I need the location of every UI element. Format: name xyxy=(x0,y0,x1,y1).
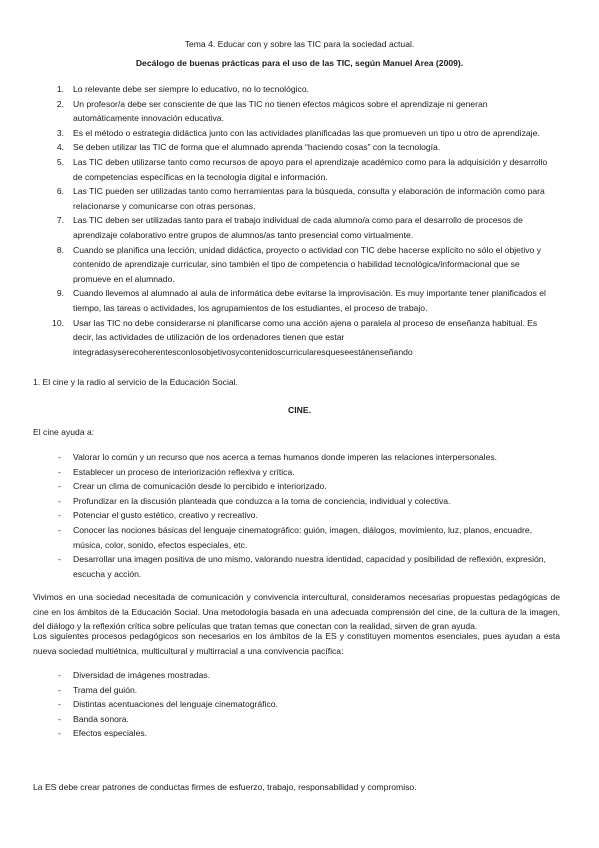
list-item-text: Diversidad de imágenes mostradas. xyxy=(73,670,211,680)
decalogo-item xyxy=(40,213,550,242)
decalogo-item xyxy=(40,97,550,126)
cine-intro: El cine ayuda a: xyxy=(33,427,95,437)
item-number: 5. xyxy=(56,156,64,167)
decalogo-item xyxy=(40,184,550,213)
paragraph: Vivimos en una sociedad necesitada de comunicación y convivencia intercultural, consideramos necesarias propuestas pedagógicas de cine en los ámbitos de la Educación Social. Una metodología basada en una adecuada comprensión del cine, de la cultura de la imagen, del diálogo y la reflexión crítica sobre películas que tratan temas que conectan con la realidad, sirven de gran ayuda. xyxy=(33,592,560,632)
dash-bullet: - xyxy=(58,554,61,565)
list-item xyxy=(58,697,548,712)
decalogo-item xyxy=(40,155,550,184)
item-number: 1. xyxy=(56,84,64,94)
cine-benefits-list xyxy=(58,450,548,581)
decalogo-item xyxy=(40,286,550,315)
list-item xyxy=(58,726,548,741)
item-number: 7. xyxy=(56,215,64,226)
list-item-text: Distintas acentuaciones del lenguaje cinematográfico. xyxy=(73,699,278,710)
item-text: Lo relevante debe ser siempre lo educativo, no lo tecnológico. xyxy=(73,84,309,94)
item-text: Usar las TIC no debe considerarse ni planificarse como una acción ajena o paralela al proceso de enseñanza habitual. Es decir, las actividades de utilización de los ordenadores tienen que estar integradasyserecoherentesconlosobjetivosycontenidoscurricularesqueseestánenseñando xyxy=(73,317,538,357)
dash-bullet: - xyxy=(58,452,61,462)
list-item xyxy=(58,668,548,683)
dash-bullet: - xyxy=(58,466,61,477)
dash-bullet: - xyxy=(58,524,61,535)
item-text: Las TIC deben ser utilizadas tanto para el trabajo individual de cada alumno/a como para el desarrollo de procesos de aprendizaje colaborativo entre grupos de alumnos/as tanto presencial como virtualmente. xyxy=(73,215,523,240)
decalogo-item xyxy=(40,140,550,155)
list-item-text: Conocer las nociones básicas del lenguaje cinematográfico: guión, imagen, diálogos, movimiento, luz, planos, encuadre, música, color, sonido, efectos especiales, etc. xyxy=(73,524,533,550)
list-item xyxy=(58,712,548,727)
dash-bullet: - xyxy=(58,495,61,506)
list-item-text: Establecer un proceso de interiorización reflexiva y crítica. xyxy=(73,466,295,477)
decalogo-list xyxy=(40,82,550,359)
item-number: 10. xyxy=(52,317,64,328)
item-text: Cuando se planifica una lección, unidad didáctica, proyecto o actividad con TIC debe hacerse explícito no sólo el objetivo y contenido de aprendizaje curricular, sino también el tipo de competencia o habilidad tecnológica/informacional que se promueve en el alumnado. xyxy=(73,244,542,284)
decalogo-item xyxy=(40,82,550,97)
dash-bullet: - xyxy=(58,699,61,710)
item-text: Un profesor/a debe ser consciente de que las TIC no tienen efectos mágicos sobre el aprendizaje ni generan automáticamente innovación educativa. xyxy=(73,98,488,124)
item-number: 9. xyxy=(56,288,64,299)
item-text: Se deben utilizar las TIC de forma que el alumnado aprenda “haciendo cosas” con la tecnología. xyxy=(73,142,441,153)
list-item xyxy=(58,450,548,465)
paragraph: Los siguientes procesos pedagógicos son necesarios en los ámbitos de la ES y constituyen momentos esenciales, pues ayudan a esta nueva sociedad multiétnica, multicultural y multirracial a una convivencia pacífica: xyxy=(33,631,560,656)
process-list xyxy=(58,668,548,741)
section-heading: 1. El cine y la radio al servicio de la Educación Social. xyxy=(33,377,238,387)
item-number: 8. xyxy=(56,244,64,255)
list-item-text: Desarrollar una imagen positiva de uno mismo, valorando nuestra identidad, capacidad y posibilidad de reflexión, expresión, escucha y acción. xyxy=(73,554,546,579)
dash-bullet: - xyxy=(58,728,61,739)
item-text: Las TIC pueden ser utilizadas tanto como herramientas para la búsqueda, consulta y elaboración de información como para relacionarse y comunicarse con otras personas. xyxy=(73,186,545,211)
list-item-text: Valorar lo común y un recurso que nos acerca a temas humanos donde imperen las relaciones interpersonales. xyxy=(73,452,498,462)
list-item xyxy=(58,465,548,480)
list-item xyxy=(58,508,548,523)
item-text: Es el método o estrategia didáctica junto con las actividades planificadas las que promueven un tipo u otro de aprendizaje. xyxy=(73,127,540,138)
item-number: 3. xyxy=(56,127,64,138)
paragraph: La ES debe crear patrones de conductas firmes de esfuerzo, trabajo, responsabilidad y compromiso. xyxy=(33,782,417,792)
list-item-text: Banda sonora. xyxy=(73,713,129,724)
dash-bullet: - xyxy=(58,684,61,695)
document-title: Tema 4. Educar con y sobre las TIC para la sociedad actual. xyxy=(184,39,415,49)
cine-heading: CINE. xyxy=(288,405,311,415)
decalogo-item xyxy=(40,243,550,287)
item-number: 2. xyxy=(56,98,64,109)
item-number: 6. xyxy=(56,186,64,197)
list-item-text: Trama del guión. xyxy=(73,684,138,695)
list-item xyxy=(58,552,548,581)
item-text: Cuando llevemos al alumnado al aula de informática debe evitarse la improvisación. Es muy importante tener planificados el tiempo, las tareas o actividades, los agrupamientos de los estudiantes, el proceso de trabajo. xyxy=(73,288,546,313)
dash-bullet: - xyxy=(58,510,61,521)
list-item xyxy=(58,479,548,494)
list-item-text: Crear un clima de comunicación desde lo percibido e interiorizado. xyxy=(73,481,327,492)
list-item-text: Efectos especiales. xyxy=(73,728,148,739)
dash-bullet: - xyxy=(58,713,61,724)
list-item xyxy=(58,683,548,698)
dash-bullet: - xyxy=(58,481,61,492)
list-item-text: Potenciar el gusto estético, creativo y recreativo. xyxy=(73,510,258,521)
decalogo-item xyxy=(40,126,550,141)
list-item xyxy=(58,523,548,552)
item-text: Las TIC deben utilizarse tanto como recursos de apoyo para el aprendizaje académico como para la adquisición y desarrollo de competencias específicas en la tecnología digital e información. xyxy=(73,156,548,182)
item-number: 4. xyxy=(56,142,64,153)
document-subtitle: Decálogo de buenas prácticas para el uso de las TIC, según Manuel Area (2009). xyxy=(135,58,464,68)
dash-bullet: - xyxy=(58,670,61,680)
decalogo-item xyxy=(40,316,550,360)
list-item xyxy=(58,494,548,509)
list-item-text: Profundizar en la discusión planteada que conduzca a la toma de conciencia, individual y colectiva. xyxy=(73,495,451,506)
